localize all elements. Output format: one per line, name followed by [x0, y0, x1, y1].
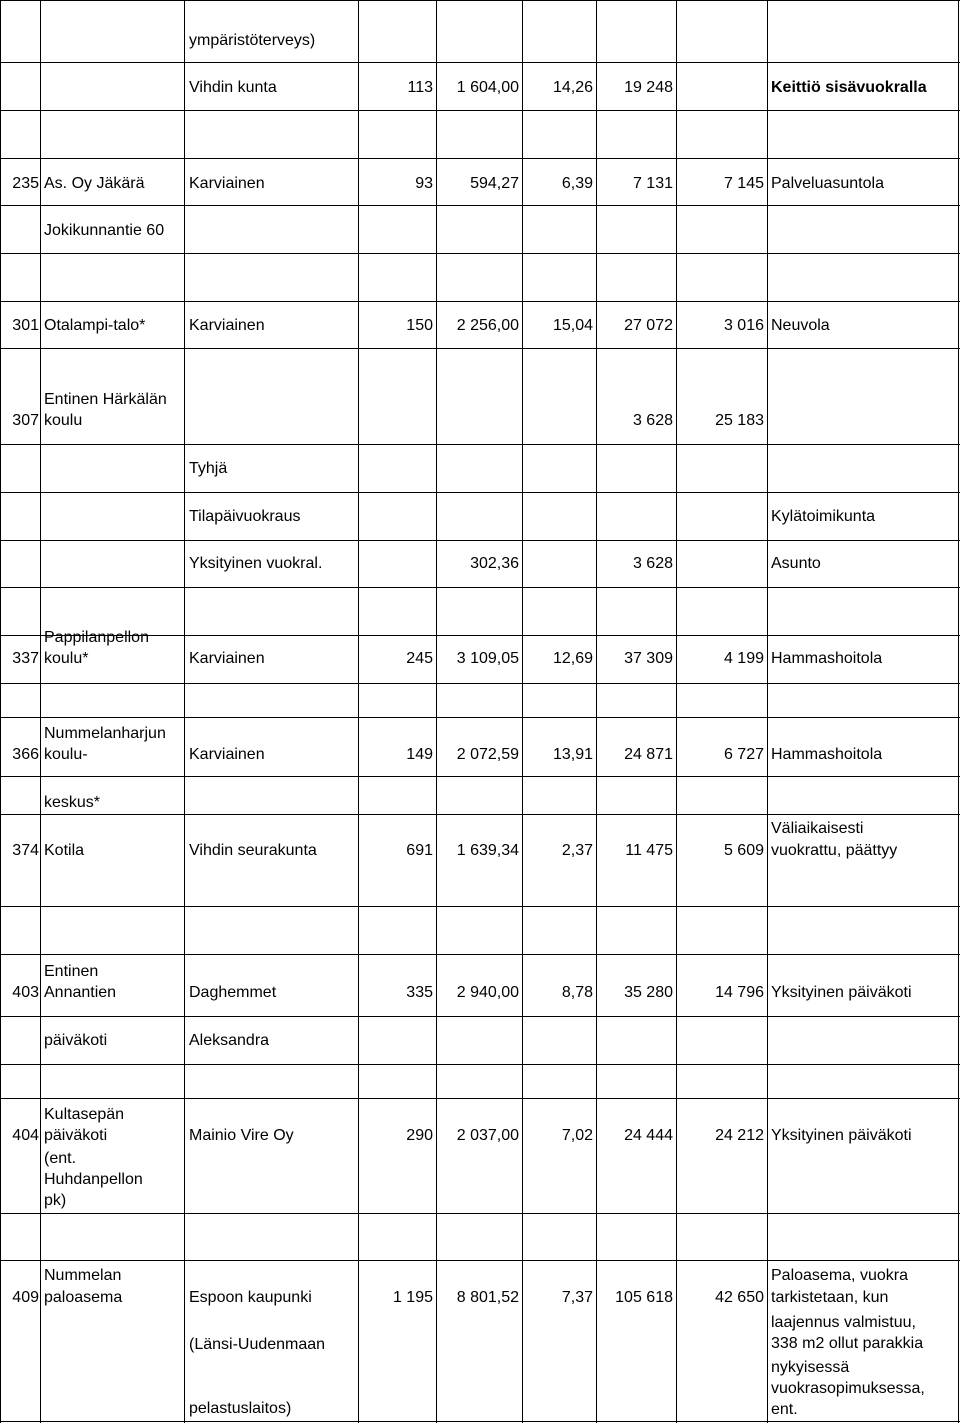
- table-cell-id: 374: [12, 842, 39, 859]
- table-cell-monthly-rent: 2 037,00: [456, 1127, 519, 1144]
- table-cell-usage: Neuvola: [771, 317, 830, 334]
- table-cell-usage: Yksityinen päiväkoti: [771, 984, 912, 1001]
- table-cell-rent-per-m2: 13,91: [552, 746, 593, 763]
- table-cell-extra: 4 199: [723, 650, 764, 667]
- table-cell-property: koulu-: [44, 746, 88, 763]
- table-cell-lessee: Karviainen: [189, 175, 265, 192]
- table-cell-lessee: Yksityinen vuokral.: [189, 555, 323, 572]
- grid-line: [0, 0, 1, 1423]
- grid-line: [596, 0, 597, 1423]
- table-cell-annual-rent: 27 072: [624, 317, 673, 334]
- grid-line: [0, 1064, 960, 1065]
- grid-line: [0, 110, 960, 111]
- table-cell-rent-per-m2: 7,02: [561, 1127, 593, 1144]
- table-cell-rent-per-m2: 2,37: [561, 842, 593, 859]
- grid-line: [0, 540, 960, 541]
- table-cell-monthly-rent: 2 256,00: [456, 317, 519, 334]
- grid-line: [0, 1016, 960, 1017]
- grid-line: [0, 906, 960, 907]
- table-cell-usage: vuokrattu, päättyy: [771, 842, 898, 859]
- grid-line: [184, 0, 185, 1423]
- table-cell-monthly-rent: 2 940,00: [456, 984, 519, 1001]
- table-cell-property: Pappilanpellon: [44, 629, 149, 646]
- table-cell-monthly-rent: 3 109,05: [456, 650, 519, 667]
- table-cell-property: keskus*: [44, 794, 101, 811]
- table-cell-extra: 42 650: [715, 1289, 764, 1306]
- table-cell-usage: Kylätoimikunta: [771, 508, 876, 525]
- grid-line: [0, 1260, 960, 1261]
- table-cell-annual-rent: 24 444: [624, 1127, 673, 1144]
- table-cell-id: 301: [12, 317, 39, 334]
- grid-line: [436, 0, 437, 1423]
- table-cell-annual-rent: 11 475: [625, 842, 673, 859]
- table-cell-property: Entinen: [44, 963, 99, 980]
- table-cell-property: koulu: [44, 412, 83, 429]
- table-cell-property: paloasema: [44, 1289, 123, 1306]
- table-cell-id: 403: [12, 984, 39, 1001]
- table-cell-id: 409: [12, 1289, 39, 1306]
- grid-line: [0, 717, 960, 718]
- table-cell-rent-per-m2: 15,04: [552, 317, 593, 334]
- table-cell-id: 366: [12, 746, 39, 763]
- grid-line: [0, 348, 960, 349]
- table-cell-id: 337: [12, 650, 39, 667]
- table-cell-usage: Paloasema, vuokra: [771, 1267, 908, 1284]
- table-cell-rent-per-m2: 8,78: [561, 984, 593, 1001]
- table-cell-lessee: (Länsi-Uudenmaan: [189, 1336, 326, 1353]
- table-cell-annual-rent: 24 871: [624, 746, 673, 763]
- table-cell-extra: 3 016: [723, 317, 764, 334]
- grid-line: [676, 0, 677, 1423]
- table-cell-area: 150: [406, 317, 433, 334]
- table-cell-lessee: Tyhjä: [189, 460, 228, 477]
- table-cell-annual-rent: 105 618: [615, 1289, 673, 1306]
- grid-line: [0, 62, 960, 63]
- table-cell-lessee: Tilapäivuokraus: [189, 508, 301, 525]
- table-cell-property: päiväkoti: [44, 1127, 108, 1144]
- table-cell-area: 93: [415, 175, 433, 192]
- table-cell-property: Jokikunnantie 60: [44, 222, 165, 239]
- table-cell-annual-rent: 25 183: [715, 412, 764, 429]
- table-cell-property: Kotila: [44, 842, 85, 859]
- table-cell-lessee: Karviainen: [189, 746, 265, 763]
- grid-line: [0, 683, 960, 684]
- table-cell-area: 113: [407, 79, 433, 96]
- table-cell-lessee: ympäristöterveys): [189, 32, 316, 49]
- table-cell-annual-rent: 19 248: [624, 79, 673, 96]
- table-cell-lessee: Mainio Vire Oy: [189, 1127, 294, 1144]
- grid-line: [358, 0, 359, 1423]
- table-cell-usage: Asunto: [771, 555, 821, 572]
- table-cell-property: (ent. Huhdanpellon pk): [44, 1150, 143, 1209]
- table-cell-property: Nummelan: [44, 1267, 122, 1284]
- table-cell-property: päiväkoti: [44, 1032, 108, 1049]
- table-cell-lessee: pelastuslaitos): [189, 1400, 292, 1417]
- table-cell-property: Otalampi-talo*: [44, 317, 146, 334]
- table-cell-monthly-rent: 1 604,00: [456, 79, 519, 96]
- table-cell-rent-per-m2: 12,69: [552, 650, 593, 667]
- table-cell-rent-per-m2: 6,39: [561, 175, 593, 192]
- table-cell-usage: Hammashoitola: [771, 746, 883, 763]
- table-cell-extra: 5 609: [723, 842, 764, 859]
- table-cell-area: 149: [406, 746, 433, 763]
- table-cell-lessee: Aleksandra: [189, 1032, 270, 1049]
- table-cell-area: 290: [406, 1127, 433, 1144]
- table-cell-id: 307: [12, 412, 39, 429]
- grid-line: [0, 776, 960, 777]
- table-cell-usage: Yksityinen päiväkoti: [771, 1127, 912, 1144]
- grid-line: [522, 0, 523, 1423]
- table-cell-lessee: Karviainen: [189, 650, 265, 667]
- table-cell-extra: 14 796: [715, 984, 764, 1001]
- table-cell-monthly-rent: 594,27: [470, 175, 519, 192]
- table-cell-extra: 7 145: [723, 175, 764, 192]
- grid-line: [0, 492, 960, 493]
- grid-line: [767, 0, 768, 1423]
- table-cell-lessee: Espoon kaupunki: [189, 1289, 312, 1306]
- table-cell-lessee: Vihdin seurakunta: [189, 842, 317, 859]
- table-cell-property: As. Oy Jäkärä: [44, 175, 145, 192]
- table-cell-annual-rent: 37 309: [624, 650, 673, 667]
- grid-line: [0, 444, 960, 445]
- table-cell-usage: Hammashoitola: [771, 650, 883, 667]
- table-cell-area: 335: [406, 984, 433, 1001]
- table-cell-property: Annantien: [44, 984, 117, 1001]
- table-cell-property: Kultasepän: [44, 1106, 125, 1123]
- table-cell-annual-rent: 35 280: [624, 984, 673, 1001]
- grid-line: [0, 0, 960, 1]
- table-cell-monthly-rent: 1 639,34: [456, 842, 519, 859]
- table-cell-property: Entinen Härkälän: [44, 391, 167, 408]
- table-cell-monthly-rent: 8 801,52: [456, 1289, 519, 1306]
- table-cell-property: Nummelanharjun: [44, 725, 166, 742]
- table-cell-usage: Väliaikaisesti: [771, 820, 864, 837]
- table-cell-area: 691: [406, 842, 433, 859]
- table-cell-annual-rent: 3 628: [632, 555, 673, 572]
- table-cell-monthly-rent: 302,36: [470, 555, 519, 572]
- table-cell-monthly-rent: 2 072,59: [456, 746, 519, 763]
- grid-line: [0, 1213, 960, 1214]
- table-cell-usage: Keittiö sisävuokralla: [771, 79, 927, 96]
- grid-line: [0, 587, 960, 588]
- grid-line: [0, 954, 960, 955]
- table-cell-area: 245: [406, 650, 433, 667]
- table-cell-rent-per-m2: 7,37: [561, 1289, 593, 1306]
- table-cell-property: koulu*: [44, 650, 89, 667]
- table-cell-lessee: Vihdin kunta: [189, 79, 277, 96]
- table-cell-id: 404: [12, 1127, 39, 1144]
- grid-line: [0, 1098, 960, 1099]
- table-cell-rent-per-m2: 3 628: [632, 412, 673, 429]
- table-cell-extra: 6 727: [723, 746, 764, 763]
- table-cell-usage: Palveluasuntola: [771, 175, 884, 192]
- table-cell-rent-per-m2: 14,26: [552, 79, 593, 96]
- table-cell-annual-rent: 7 131: [632, 175, 673, 192]
- grid-line: [958, 0, 959, 1423]
- table-cell-lessee: Daghemmet: [189, 984, 277, 1001]
- grid-line: [40, 0, 41, 1423]
- grid-line: [0, 158, 960, 159]
- table-cell-usage: tarkistetaan, kun: [771, 1289, 889, 1306]
- table-cell-lessee: Karviainen: [189, 317, 265, 334]
- table-cell-extra: 24 212: [715, 1127, 764, 1144]
- table-cell-id: 235: [12, 175, 39, 192]
- grid-line: [0, 1421, 960, 1422]
- grid-line: [0, 814, 960, 815]
- grid-line: [0, 205, 960, 206]
- table-cell-usage: laajennus valmistuu, 338 m2 ollut parakkia: [771, 1314, 924, 1352]
- table-cell-usage: nykyisessä vuokrasopimuksessa, ent.: [771, 1359, 925, 1418]
- grid-line: [0, 253, 960, 254]
- table-cell-area: 1 195: [392, 1289, 433, 1306]
- grid-line: [0, 301, 960, 302]
